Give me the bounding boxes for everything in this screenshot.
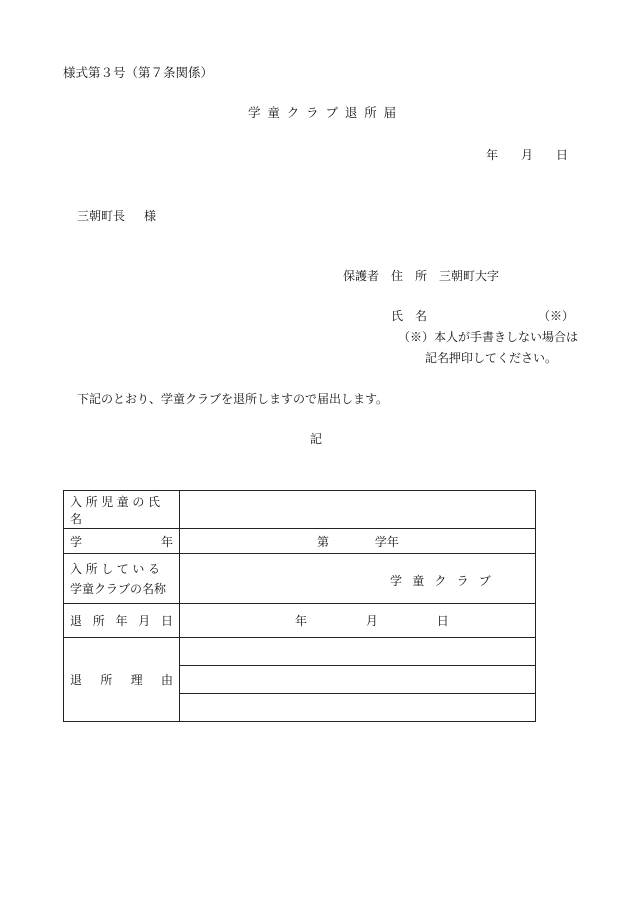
reason-label-char: 退 (70, 673, 83, 687)
date-day-label: 日 (556, 148, 569, 162)
withdrawal-date-label (70, 612, 179, 629)
signature-note-line2: 記名押印してください。 (425, 351, 558, 365)
withdrawal-month-label: 月 (365, 614, 378, 628)
withdrawal-date-label-char: 所 (92, 614, 105, 628)
table-row-withdrawal-date (64, 604, 536, 638)
reason-line-field[interactable] (180, 638, 536, 666)
withdrawal-date-label-char: 月 (138, 614, 151, 628)
reason-label-char: 理 (130, 673, 143, 687)
reason-label (70, 671, 179, 688)
date-month-label: 月 (521, 148, 534, 162)
address-value: 三朝町大字 (439, 269, 500, 283)
withdrawal-date-label-char: 退 (70, 614, 83, 628)
grade-suffix: 学年 (374, 534, 399, 549)
guardian-label: 保護者 (343, 269, 380, 283)
date-year-label: 年 (486, 148, 499, 162)
document-title: 学童クラブ退所届 (248, 105, 404, 120)
club-label-line1: 入所している (70, 561, 164, 576)
table-row-grade (64, 529, 536, 554)
grade-field[interactable] (180, 529, 536, 554)
grade-label (70, 533, 179, 550)
name-label: 氏 名 (391, 309, 428, 323)
withdrawal-date-label-char: 日 (160, 614, 173, 628)
addressee-name: 三朝町長 (77, 209, 126, 223)
grade-label-char: 学 (70, 534, 83, 549)
child-name-field[interactable] (180, 491, 536, 529)
address-label: 住 所 (391, 269, 428, 283)
reason-label-char: 所 (100, 673, 113, 687)
ki-heading: 記 (310, 432, 323, 446)
table-row-child-name (64, 491, 536, 529)
withdrawal-form-table (63, 490, 536, 722)
form-number: 様式第３号（第７条関係） (63, 65, 214, 80)
table-row-club-name (64, 554, 536, 604)
table-row-reason (64, 638, 536, 666)
reason-line-field[interactable] (180, 666, 536, 694)
withdrawal-date-label-char: 年 (115, 614, 128, 628)
withdrawal-day-label: 日 (436, 614, 449, 628)
reason-label-char: 由 (160, 673, 173, 687)
withdrawal-year-label: 年 (295, 614, 308, 628)
grade-prefix: 第 (317, 534, 330, 549)
signature-note-line1: （※）本人が手書きしない場合は (398, 330, 579, 344)
seal-mark: （※） (538, 309, 575, 323)
club-name-field[interactable] (180, 554, 536, 604)
club-suffix: 学童クラブ (390, 574, 502, 588)
grade-label-char: 年 (160, 534, 173, 549)
club-label-line2: 学童クラブの名称 (70, 581, 167, 596)
child-name-label: 入所児童の氏名 (64, 491, 180, 529)
reason-line-field[interactable] (180, 694, 536, 722)
body-text: 下記のとおり、学童クラブを退所しますので届出します。 (77, 392, 389, 406)
addressee-honorific: 様 (144, 209, 157, 223)
withdrawal-date-field[interactable] (180, 604, 536, 638)
